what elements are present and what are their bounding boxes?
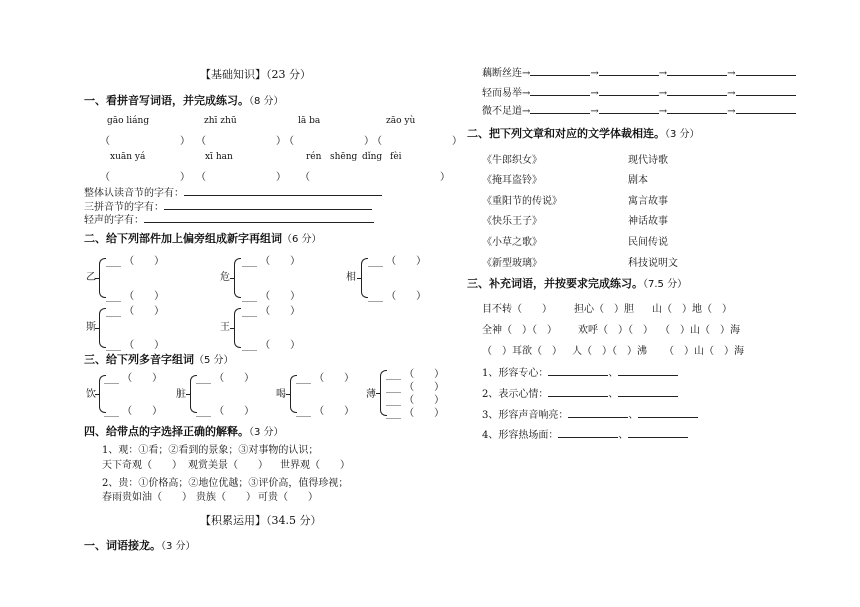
pinyin-8: shēng xyxy=(330,152,358,162)
poly-char: 薄 xyxy=(366,389,376,400)
idiom-blank[interactable]: 目不转（ ） xyxy=(482,304,552,315)
word-guizu[interactable]: 贵族（ ） xyxy=(196,492,256,503)
answer-line[interactable] xyxy=(568,409,628,418)
chain-blank[interactable] xyxy=(599,67,659,76)
section4-title: 四、给带点的字选择正确的解释。（3 分） xyxy=(84,425,284,438)
blank[interactable]: ___ （ ） xyxy=(242,340,301,351)
chain-blank[interactable] xyxy=(667,87,727,96)
answer-paren[interactable]: （ ） xyxy=(100,136,196,147)
answer-paren[interactable]: （ ） xyxy=(196,172,292,183)
answer-line[interactable] xyxy=(548,388,608,397)
idiom-blank[interactable]: （ ）山（ ）海 xyxy=(660,325,740,336)
poly-char: 饮 xyxy=(86,389,96,400)
section3-title: 三、给下列多音字组词（5 分） xyxy=(84,353,234,366)
answer-line[interactable] xyxy=(144,213,374,223)
answer-line[interactable] xyxy=(548,367,608,376)
blank[interactable]: ___ （ ） xyxy=(386,382,445,393)
answer-paren[interactable]: （ ） xyxy=(284,136,380,147)
idiom-blank[interactable]: 欢呼（ ）（ ） xyxy=(578,325,653,336)
blank[interactable]: ___ （ ） xyxy=(106,256,165,267)
q-loud: 3、形容声音响亮： 、 xyxy=(482,406,698,421)
answer-line[interactable] xyxy=(184,186,382,196)
genre[interactable]: 寓言故事 xyxy=(628,196,668,207)
answer-paren[interactable]: （ ） xyxy=(100,172,196,183)
chain-row-3: 微不足道→ → → → xyxy=(482,102,796,117)
blank[interactable]: ___ （ ） xyxy=(368,256,427,267)
answer-line[interactable] xyxy=(558,429,618,438)
chain-blank[interactable] xyxy=(667,105,727,114)
work-title[interactable]: 《新型玻璃》 xyxy=(482,258,542,269)
genre[interactable]: 神话故事 xyxy=(628,216,668,227)
word-shijieguan[interactable]: 世界观（ ） xyxy=(280,460,350,471)
word-kegui[interactable]: 可贵（ ） xyxy=(258,492,318,503)
pinyin-2: zhī zhū xyxy=(204,116,237,126)
chain-blank[interactable] xyxy=(599,105,659,114)
answer-line[interactable] xyxy=(628,429,688,438)
pinyin-10: fèi xyxy=(390,152,402,162)
chain-blank[interactable] xyxy=(736,105,796,114)
idiom-blank[interactable]: 全神（ ）（ ） xyxy=(482,325,557,336)
answer-line[interactable] xyxy=(638,409,698,418)
q-lively: 4、形容热场面： 、 xyxy=(482,426,688,441)
answer-paren[interactable]: （ ） xyxy=(196,136,292,147)
chain-row-1: 藕断丝连→ → → → xyxy=(482,64,796,79)
q-whole-syllable: 整体认读音节的字有： xyxy=(84,184,382,199)
genre[interactable]: 民间传说 xyxy=(628,237,668,248)
genre[interactable]: 科技说明文 xyxy=(628,258,678,269)
q-neutral-tone: 轻声的字有： xyxy=(84,211,374,226)
work-title[interactable]: 《快乐王子》 xyxy=(482,216,542,227)
header-accumulation: 【积累运用】（34.5 分） xyxy=(200,514,322,527)
answer-line[interactable] xyxy=(618,388,678,397)
blank[interactable]: ___ （ ） xyxy=(386,408,445,419)
blank[interactable]: ___ （ ） xyxy=(296,373,355,384)
blank[interactable]: ___ （ ） xyxy=(242,291,301,302)
answer-line[interactable] xyxy=(164,200,372,210)
work-title[interactable]: 《小草之歌》 xyxy=(482,237,542,248)
part-char: 危 xyxy=(220,272,230,283)
blank[interactable]: ___ （ ） xyxy=(296,406,355,417)
idiom-blank[interactable]: 担心（ ）胆 xyxy=(574,304,634,315)
q-three-syllable: 三拼音节的字有： xyxy=(84,198,372,213)
poly-char: 脏 xyxy=(176,389,186,400)
pinyin-9: dǐng xyxy=(362,152,383,162)
blank[interactable]: ___ （ ） xyxy=(106,291,165,302)
pinyin-1: gāo liáng xyxy=(107,116,150,126)
answer-paren[interactable]: （ ） xyxy=(372,136,468,147)
blank[interactable]: ___ （ ） xyxy=(196,373,255,384)
chain-blank[interactable] xyxy=(736,87,796,96)
r-section2-title: 二、把下列文章和对应的文学体裁相连。（3 分） xyxy=(467,127,700,140)
pinyin-5: xuān yá xyxy=(110,152,146,162)
work-title[interactable]: 《重阳节的传说》 xyxy=(482,196,562,207)
work-title[interactable]: 《掩耳盗铃》 xyxy=(482,175,542,186)
idiom-blank[interactable]: 山（ ）地（ ） xyxy=(652,304,732,315)
chain-blank[interactable] xyxy=(530,87,590,96)
pinyin-4: zāo yù xyxy=(386,116,416,126)
header-basic: 【基础知识】（23 分） xyxy=(200,68,311,81)
chain-blank[interactable] xyxy=(530,105,590,114)
part-char: 斯 xyxy=(86,322,96,333)
idiom-blank[interactable]: （ ）耳欲（ ） xyxy=(482,346,562,357)
work-title[interactable]: 《牛郎织女》 xyxy=(482,155,542,166)
idiom-blank[interactable]: 人（ ）（ ）沸 xyxy=(572,346,647,357)
q-focus: 1、形容专心： 、 xyxy=(482,364,678,379)
section2-title: 二、给下列部件加上偏旁组成新字再组词（6 分） xyxy=(84,232,322,245)
answer-line[interactable] xyxy=(618,367,678,376)
pinyin-7: rén xyxy=(306,152,322,162)
poly-char: 喝 xyxy=(276,389,286,400)
blank[interactable]: ___ （ ） xyxy=(104,373,163,384)
gui-definitions: 2、贵：①价格高；②地位优越；③评价高，值得珍视； xyxy=(102,478,349,489)
part-char: 相 xyxy=(346,272,356,283)
genre[interactable]: 现代诗歌 xyxy=(628,155,668,166)
section1-title: 一、看拼音写词语，并完成练习。（8 分） xyxy=(84,94,284,107)
genre[interactable]: 剧本 xyxy=(628,175,648,186)
section5-title: 一、词语接龙。（3 分） xyxy=(84,539,196,552)
idiom-blank[interactable]: （ ）山（ ）海 xyxy=(664,346,744,357)
part-char: 乙 xyxy=(86,272,96,283)
chain-blank[interactable] xyxy=(599,87,659,96)
chain-blank[interactable] xyxy=(736,67,796,76)
blank[interactable]: ___ （ ） xyxy=(386,369,445,380)
blank[interactable]: ___ （ ） xyxy=(196,406,255,417)
word-chunyuguiruyou[interactable]: 春雨贵如油（ ） xyxy=(102,492,192,503)
q-mood: 2、表示心情： 、 xyxy=(482,385,678,400)
pinyin-6: xī han xyxy=(205,152,233,162)
part-char: 王 xyxy=(220,322,230,333)
word-tianxiaqiguan[interactable]: 天下奇观（ ） xyxy=(102,460,182,471)
blank[interactable]: ___ （ ） xyxy=(386,395,445,406)
pinyin-3: lā ba xyxy=(298,116,321,126)
blank[interactable]: ___ （ ） xyxy=(106,306,165,317)
word-guanshangmeijing[interactable]: 观赏美景（ ） xyxy=(188,460,268,471)
r-section3-title: 三、补充词语，并按要求完成练习。（7.5 分） xyxy=(467,277,688,290)
blank[interactable]: ___ （ ） xyxy=(104,406,163,417)
chain-blank[interactable] xyxy=(530,67,590,76)
chain-blank[interactable] xyxy=(667,67,727,76)
guan-definitions: 1、观：①看；②看到的景象；③对事物的认识； xyxy=(102,445,319,456)
blank[interactable]: ___ （ ） xyxy=(106,340,165,351)
chain-row-2: 轻而易举→ → → → xyxy=(482,84,796,99)
answer-paren-long[interactable]: （ ） xyxy=(300,172,468,183)
blank[interactable]: ___ （ ） xyxy=(242,256,301,267)
blank[interactable]: ___ （ ） xyxy=(368,291,427,302)
blank[interactable]: ___ （ ） xyxy=(242,306,301,317)
